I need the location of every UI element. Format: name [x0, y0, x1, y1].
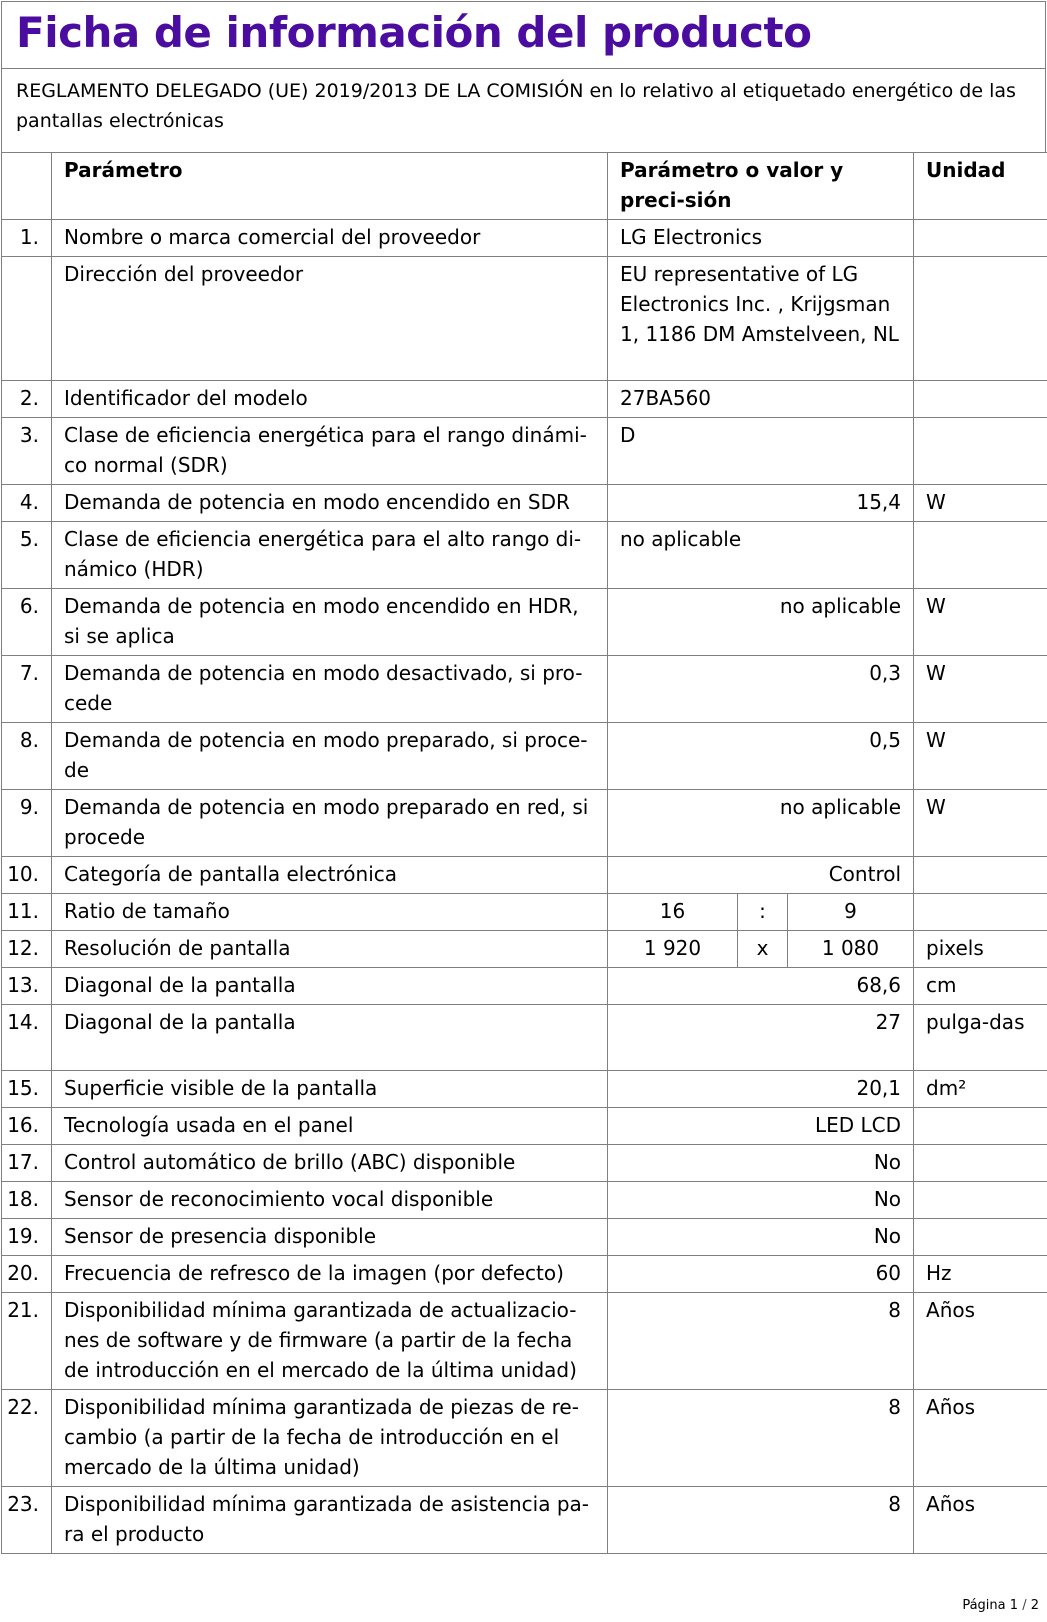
table-row	[2, 589, 1047, 656]
row-unit: Hz	[914, 1256, 1047, 1293]
row-num: 15.	[2, 1071, 52, 1108]
table-row	[2, 1145, 1047, 1182]
row-value: 0,5	[608, 723, 914, 790]
table-row	[2, 1256, 1047, 1293]
row-num: 9.	[2, 790, 52, 857]
row-param: Sensor de presencia disponible	[52, 1219, 608, 1256]
table-row	[2, 723, 1047, 790]
row-param: Clase de eficiencia energética para el alto rango di-námico (HDR)	[52, 522, 608, 589]
row-param: Demanda de potencia en modo desactivado, si pro-cede	[52, 656, 608, 723]
resolution-height: 1 080	[788, 931, 914, 968]
row-value: 27BA560	[608, 381, 914, 418]
ratio-separator: :	[738, 894, 788, 931]
ratio-height: 9	[788, 894, 914, 931]
table-row	[2, 656, 1047, 723]
row-num: 23.	[2, 1487, 52, 1554]
row-unit	[914, 522, 1047, 589]
row-param: Superficie visible de la pantalla	[52, 1071, 608, 1108]
row-param: Identificador del modelo	[52, 381, 608, 418]
row-param: Nombre o marca comercial del proveedor	[52, 220, 608, 257]
row-unit: pulga-das	[914, 1005, 1047, 1071]
table-row	[2, 968, 1047, 1005]
row-param: Clase de eficiencia energética para el rango dinámi-co normal (SDR)	[52, 418, 608, 485]
row-num: 10.	[2, 857, 52, 894]
table-row	[2, 1219, 1047, 1256]
table-row	[2, 522, 1047, 589]
resolution-width: 1 920	[608, 931, 738, 968]
row-unit: pixels	[914, 931, 1047, 968]
row-param: Disponibilidad mínima garantizada de piezas de re-cambio (a partir de la fecha de introducción en el mercado de la última unidad)	[52, 1390, 608, 1487]
page-title: Ficha de información del producto	[16, 8, 812, 57]
row-unit	[914, 894, 1047, 931]
row-unit: Años	[914, 1390, 1047, 1487]
row-unit	[914, 418, 1047, 485]
row-value: no aplicable	[608, 522, 914, 589]
page-number: 1	[1009, 1598, 1019, 1613]
row-value: EU representative of LG Electronics Inc. , Krijgsman 1, 1186 DM Amstelveen, NL	[608, 257, 914, 381]
table-row	[2, 1390, 1047, 1487]
row-value: 15,4	[608, 485, 914, 522]
row-value: 0,3	[608, 656, 914, 723]
table-row	[2, 1005, 1047, 1071]
table-row	[2, 418, 1047, 485]
table-row	[2, 1487, 1047, 1554]
regulation-text: REGLAMENTO DELEGADO (UE) 2019/2013 DE LA COMISIÓN en lo relativo al etiquetado energético de las pantallas electrónicas	[1, 68, 1046, 152]
table-row	[2, 381, 1047, 418]
row-num: 19.	[2, 1219, 52, 1256]
row-param: Disponibilidad mínima garantizada de actualizacio-nes de software y de firmware (a partir de la fecha de introducción en el mercado de la última unidad)	[52, 1293, 608, 1390]
page-separator: /	[1022, 1598, 1027, 1613]
row-unit	[914, 857, 1047, 894]
row-value: No	[608, 1182, 914, 1219]
table-row	[2, 220, 1047, 257]
row-param: Tecnología usada en el panel	[52, 1108, 608, 1145]
row-unit: W	[914, 485, 1047, 522]
table-row	[2, 1293, 1047, 1390]
row-unit: Años	[914, 1293, 1047, 1390]
row-param: Demanda de potencia en modo encendido en SDR	[52, 485, 608, 522]
table-row	[2, 1182, 1047, 1219]
row-num: 5.	[2, 522, 52, 589]
table-row	[2, 257, 1047, 381]
header-row	[2, 153, 1047, 220]
row-num: 2.	[2, 381, 52, 418]
page-footer	[962, 1598, 1039, 1613]
table-row	[2, 894, 1047, 931]
row-param: Diagonal de la pantalla	[52, 968, 608, 1005]
header-value: Parámetro o valor y preci-sión	[608, 153, 914, 220]
row-num: 11.	[2, 894, 52, 931]
row-param: Disponibilidad mínima garantizada de asistencia pa-ra el producto	[52, 1487, 608, 1554]
row-num: 1.	[2, 220, 52, 257]
row-param: Dirección del proveedor	[52, 257, 608, 381]
row-num: 17.	[2, 1145, 52, 1182]
page-label: Página	[962, 1598, 1006, 1613]
title-box	[1, 1, 1046, 68]
row-unit	[914, 1182, 1047, 1219]
row-param: Categoría de pantalla electrónica	[52, 857, 608, 894]
row-value: 60	[608, 1256, 914, 1293]
header-param: Parámetro	[52, 153, 608, 220]
row-num: 4.	[2, 485, 52, 522]
row-num: 20.	[2, 1256, 52, 1293]
row-value: no aplicable	[608, 589, 914, 656]
row-unit	[914, 1108, 1047, 1145]
ratio-width: 16	[608, 894, 738, 931]
row-unit	[914, 1145, 1047, 1182]
row-param: Control automático de brillo (ABC) disponible	[52, 1145, 608, 1182]
row-param: Diagonal de la pantalla	[52, 1005, 608, 1071]
row-value: D	[608, 418, 914, 485]
row-num: 18.	[2, 1182, 52, 1219]
page-total: 2	[1030, 1598, 1039, 1613]
row-unit	[914, 381, 1047, 418]
row-param: Frecuencia de refresco de la imagen (por defecto)	[52, 1256, 608, 1293]
table-row	[2, 485, 1047, 522]
row-value: No	[608, 1145, 914, 1182]
table-row	[2, 931, 1047, 968]
row-num: 21.	[2, 1293, 52, 1390]
row-num: 12.	[2, 931, 52, 968]
row-unit: W	[914, 589, 1047, 656]
row-value: Control	[608, 857, 914, 894]
row-param: Demanda de potencia en modo encendido en HDR, si se aplica	[52, 589, 608, 656]
row-param: Demanda de potencia en modo preparado en red, si procede	[52, 790, 608, 857]
table-row	[2, 790, 1047, 857]
row-param: Ratio de tamaño	[52, 894, 608, 931]
row-num: 7.	[2, 656, 52, 723]
table-row	[2, 857, 1047, 894]
row-num: 22.	[2, 1390, 52, 1487]
row-unit	[914, 220, 1047, 257]
row-value: 8	[608, 1487, 914, 1554]
row-unit: W	[914, 656, 1047, 723]
header-unit: Unidad	[914, 153, 1047, 220]
row-value: LG Electronics	[608, 220, 914, 257]
product-info-sheet	[1, 1, 1046, 1554]
row-unit: dm²	[914, 1071, 1047, 1108]
row-value: LED LCD	[608, 1108, 914, 1145]
row-num: 14.	[2, 1005, 52, 1071]
row-value: 20,1	[608, 1071, 914, 1108]
row-unit: cm	[914, 968, 1047, 1005]
table-row	[2, 1071, 1047, 1108]
row-param: Sensor de reconocimiento vocal disponible	[52, 1182, 608, 1219]
row-num: 13.	[2, 968, 52, 1005]
row-value: 68,6	[608, 968, 914, 1005]
resolution-separator: x	[738, 931, 788, 968]
row-param: Demanda de potencia en modo preparado, si proce-de	[52, 723, 608, 790]
row-unit: Años	[914, 1487, 1047, 1554]
row-unit	[914, 257, 1047, 381]
header-num	[2, 153, 52, 220]
info-table	[1, 152, 1047, 1554]
row-param: Resolución de pantalla	[52, 931, 608, 968]
table-row	[2, 1108, 1047, 1145]
row-value: no aplicable	[608, 790, 914, 857]
row-value: 27	[608, 1005, 914, 1071]
row-value: No	[608, 1219, 914, 1256]
row-num: 6.	[2, 589, 52, 656]
row-num: 3.	[2, 418, 52, 485]
row-num: 16.	[2, 1108, 52, 1145]
row-value: 8	[608, 1293, 914, 1390]
row-value: 8	[608, 1390, 914, 1487]
row-unit: W	[914, 790, 1047, 857]
row-num: 8.	[2, 723, 52, 790]
row-unit	[914, 1219, 1047, 1256]
row-unit: W	[914, 723, 1047, 790]
row-num	[2, 257, 52, 381]
